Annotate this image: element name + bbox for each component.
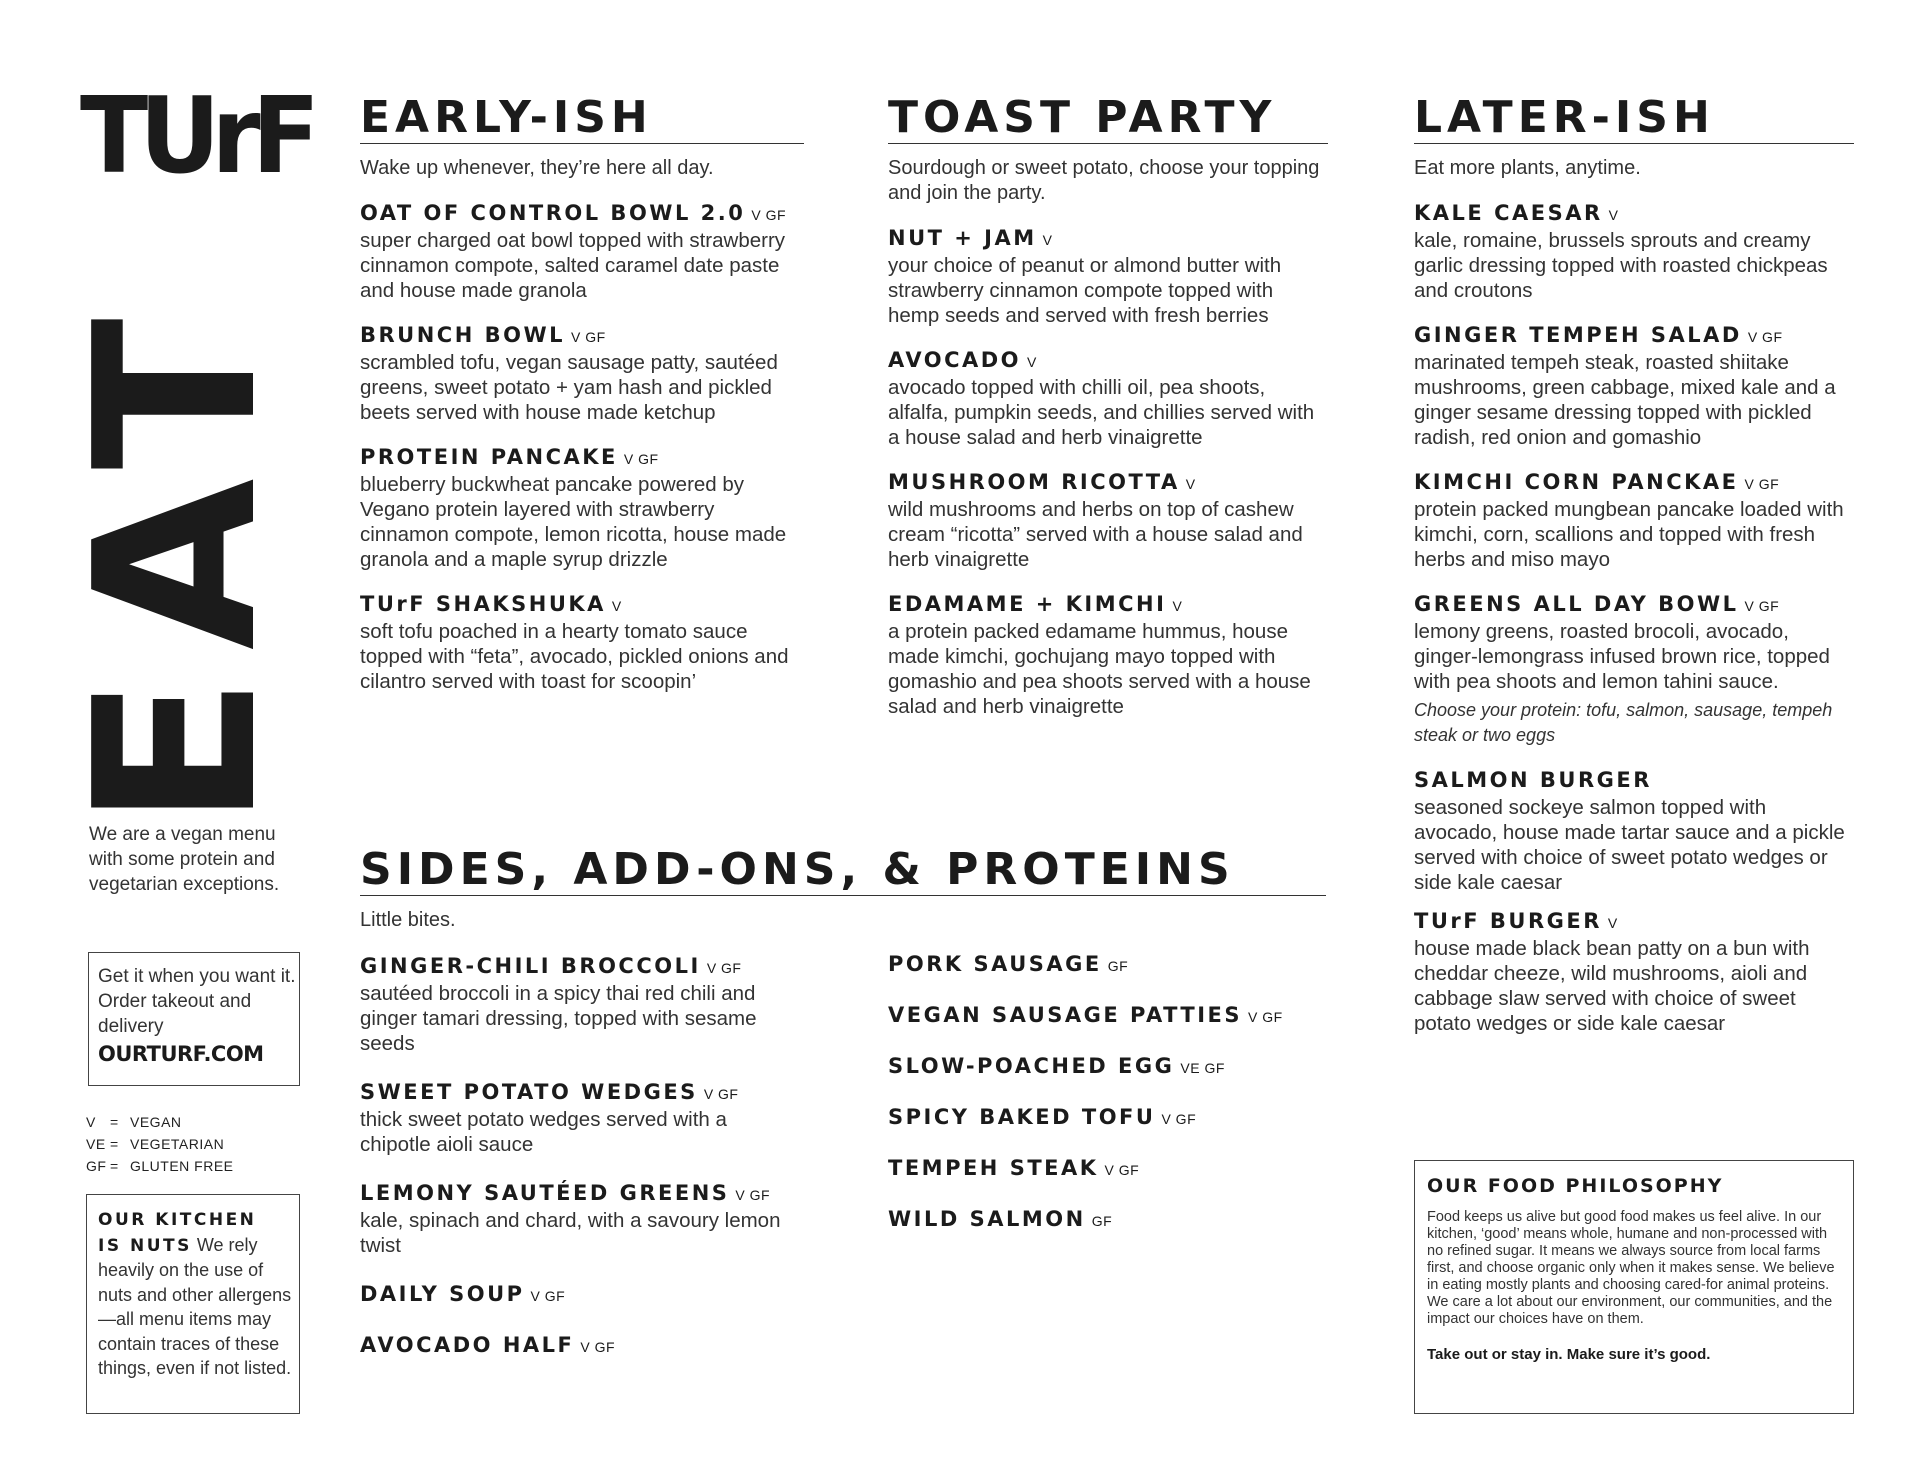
eat-vertical-wrap	[48, 292, 306, 828]
item-name	[360, 592, 804, 619]
menu-item	[360, 445, 804, 572]
legend-meaning: VEGAN	[130, 1114, 182, 1130]
item-description: sautéed broccoli in a spicy thai red chili and ginger tamari dressing, topped with sesame seeds	[360, 982, 757, 1055]
item-title: BRUNCH BOWL	[360, 323, 566, 347]
item-title: EDAMAME + KIMCHI	[888, 592, 1167, 616]
item-tags: VE GF	[1180, 1060, 1225, 1076]
section-toast	[888, 92, 1328, 719]
menu-item	[360, 954, 790, 1056]
item-name	[888, 592, 1328, 619]
nuts-text-wrap	[98, 1233, 299, 1381]
menu-item	[360, 1282, 790, 1309]
legend-row	[86, 1111, 234, 1133]
item-title: KALE CAESAR	[1414, 201, 1603, 225]
item-tags: V GF	[571, 329, 606, 345]
menu-item	[888, 1003, 1328, 1030]
item-tags: V GF	[1744, 476, 1780, 492]
philosophy-body: Food keeps us alive but good food makes us feel alive. In our kitchen, ‘good’ means whole, humane and non-processed with no refined sugar. It means we always source from local farms first, and choose organic only when it makes sense. We believe in eating mostly plants and choosing cared-for animal proteins. We care a lot about our environment, our communities, and the impact our choices have on them.	[1427, 1209, 1835, 1327]
item-name	[1414, 323, 1854, 350]
item-name	[888, 1105, 1328, 1132]
item-tags: V	[1042, 232, 1053, 248]
menu-item	[888, 1156, 1328, 1183]
item-tags: V	[1185, 476, 1196, 492]
section-subtitle: Sourdough or sweet potato, choose your topping and join the party.	[888, 157, 1320, 204]
menu-item	[360, 323, 804, 425]
item-name	[888, 1207, 1328, 1234]
menu-item	[888, 1054, 1328, 1081]
item-title: VEGAN SAUSAGE PATTIES	[888, 1003, 1243, 1027]
item-tags: V GF	[1248, 1009, 1283, 1025]
legend-equals: =	[110, 1136, 119, 1152]
item-description: marinated tempeh steak, roasted shiitake mushrooms, green cabbage, mixed kale and a ginger sesame dressing topped with pickled radish, red onion and gomashio	[1414, 351, 1836, 449]
item-title: AVOCADO HALF	[360, 1333, 575, 1357]
item-description: house made black bean patty on a bun with cheddar cheeze, wild mushrooms, aioli and cabbage slaw served with choice of sweet potato wedges or side kale caesar	[1414, 937, 1810, 1035]
menu-item	[360, 1181, 790, 1258]
item-tags: V GF	[1161, 1111, 1197, 1127]
menu-item	[1414, 470, 1854, 572]
item-title: DAILY SOUP	[360, 1282, 525, 1306]
menu-item	[1414, 909, 1854, 1036]
menu-item	[888, 1207, 1328, 1234]
legend-equals: =	[110, 1114, 119, 1130]
item-title: KIMCHI CORN PANCKAE	[1414, 470, 1739, 494]
legend-equals: =	[110, 1158, 119, 1174]
item-name	[360, 1181, 790, 1208]
sides-left-list	[360, 920, 790, 1360]
item-name	[360, 323, 804, 350]
item-description: protein packed mungbean pancake loaded with kimchi, corn, scallions and topped with fresh herbs and miso mayo	[1414, 498, 1844, 571]
menu-item	[360, 1080, 790, 1157]
item-name	[888, 1156, 1328, 1183]
item-title: WILD SALMON	[888, 1207, 1086, 1231]
nuts-title-line-1: OUR KITCHEN	[98, 1210, 257, 1230]
item-description: your choice of peanut or almond butter with strawberry cinnamon compote topped with hemp seeds and served with fresh berries	[888, 254, 1282, 327]
item-name	[888, 952, 1328, 979]
menu-item	[888, 952, 1328, 979]
item-name	[888, 348, 1328, 375]
item-name	[1414, 909, 1854, 936]
menu-item	[888, 348, 1328, 450]
menu-item	[1414, 201, 1854, 303]
menu-item	[1414, 768, 1854, 895]
section-title: LATER-ISH	[1414, 96, 1854, 144]
menu-item	[1414, 592, 1854, 748]
sides-right-list	[888, 952, 1328, 1234]
item-description: scrambled tofu, vegan sausage patty, sautéed greens, sweet potato + yam hash and pickled beets served with house made ketchup	[360, 351, 778, 424]
legend-row	[86, 1155, 234, 1177]
item-title: OAT OF CONTROL BOWL 2.0	[360, 201, 746, 225]
item-tags: GF	[1107, 958, 1129, 974]
nuts-warning-box	[86, 1194, 300, 1414]
menu-item	[360, 592, 804, 694]
item-name	[888, 470, 1328, 497]
item-title: SPICY BAKED TOFU	[888, 1105, 1156, 1129]
item-name	[360, 201, 804, 228]
item-name	[888, 1054, 1328, 1081]
legend-meaning: GLUTEN FREE	[130, 1158, 234, 1174]
item-description: kale, spinach and chard, with a savoury lemon twist	[360, 1209, 781, 1257]
item-tags: V GF	[735, 1187, 771, 1203]
order-box	[88, 952, 300, 1086]
eat-vertical-title: EAT	[48, 292, 306, 828]
philosophy-title: OUR FOOD PHILOSOPHY	[1427, 1175, 1724, 1197]
item-tags: GF	[1091, 1213, 1113, 1229]
section-early	[360, 92, 804, 694]
item-tags: V GF	[1747, 329, 1783, 345]
item-description: avocado topped with chilli oil, pea shoots, alfalfa, pumpkin seeds, and chillies served with a house salad and herb vinaigrette	[888, 376, 1315, 449]
item-name	[1414, 768, 1854, 795]
item-name	[1414, 470, 1854, 497]
item-description: lemony greens, roasted brocoli, avocado, ginger-lemongrass infused brown rice, topped with pea shoots and lemon tahini sauce.	[1414, 620, 1830, 693]
legend-code: VE	[86, 1136, 106, 1152]
menu-item	[888, 592, 1328, 719]
item-description: seasoned sockeye salmon topped with avocado, house made tartar sauce and a pickle served with choice of sweet potato wedges or side kale caesar	[1414, 796, 1845, 894]
item-title: SWEET POTATO WEDGES	[360, 1080, 698, 1104]
item-description: thick sweet potato wedges served with a chipotle aioli sauce	[360, 1108, 727, 1156]
section-title: EARLY-ISH	[360, 96, 804, 144]
item-title: TUrF BURGER	[1414, 909, 1602, 933]
turf-logo: TUrF	[80, 74, 312, 198]
item-title: AVOCADO	[888, 348, 1022, 372]
item-description: blueberry buckwheat pancake powered by Vegano protein layered with strawberry cinnamon compote, lemon ricotta, house made granola and a maple syrup drizzle	[360, 473, 787, 571]
order-text: Get it when you want it. Order takeout and delivery	[98, 966, 296, 1037]
item-name	[360, 1333, 790, 1360]
item-tags: V GF	[580, 1339, 616, 1355]
legend-meaning: VEGETARIAN	[130, 1136, 225, 1152]
item-title: TEMPEH STEAK	[888, 1156, 1099, 1180]
nuts-title-line-2: IS NUTS	[98, 1235, 192, 1256]
item-name	[888, 226, 1328, 253]
item-name	[888, 1003, 1328, 1030]
item-tags: V	[1027, 354, 1037, 370]
menu-item	[360, 201, 804, 303]
item-title: TUrF SHAKSHUKA	[360, 592, 606, 616]
section-later	[1414, 92, 1854, 1036]
legend-row	[86, 1133, 234, 1155]
item-title: GINGER-CHILI BROCCOLI	[360, 954, 701, 978]
section-title: SIDES, ADD-ONS, & PROTEINS	[360, 848, 1326, 896]
diet-legend	[86, 1111, 234, 1177]
menu-item	[888, 226, 1328, 328]
section-subtitle: Wake up whenever, they’re here all day.	[360, 157, 714, 179]
section-title: TOAST PARTY	[888, 96, 1328, 144]
item-title: PORK SAUSAGE	[888, 952, 1102, 976]
item-description: kale, romaine, brussels sprouts and creamy garlic dressing topped with roasted chickpeas and croutons	[1414, 229, 1828, 302]
item-description: super charged oat bowl topped with strawberry cinnamon compote, salted caramel date paste and house made granola	[360, 229, 786, 302]
item-title: NUT + JAM	[888, 226, 1037, 250]
item-tags: V GF	[751, 207, 787, 223]
item-name	[360, 445, 804, 472]
item-name	[360, 1282, 790, 1309]
order-link[interactable]: OURTURF.COM	[98, 1042, 264, 1066]
item-tags: V GF	[703, 1086, 739, 1102]
menu-item	[888, 470, 1328, 572]
legend-code: GF	[86, 1158, 107, 1174]
menu-item	[888, 1105, 1328, 1132]
menu-item	[360, 1333, 790, 1360]
item-name	[360, 1080, 790, 1107]
food-philosophy-box	[1414, 1160, 1854, 1414]
item-tags: V GF	[706, 960, 742, 976]
item-tags: V GF	[1744, 598, 1780, 614]
nuts-text: We rely heavily on the use of nuts and other allergens—all menu items may contain traces of these things, even if not listed.	[98, 1234, 292, 1378]
item-title: LEMONY SAUTÉED GREENS	[360, 1181, 730, 1205]
item-note: Choose your protein: tofu, salmon, sausage, tempeh steak or two eggs	[1414, 700, 1833, 745]
item-tags: V	[1607, 915, 1618, 931]
item-title: SALMON BURGER	[1414, 768, 1652, 792]
item-name	[360, 954, 790, 981]
item-name	[1414, 201, 1854, 228]
item-tags: V GF	[623, 451, 659, 467]
item-description: a protein packed edamame hummus, house made kimchi, gochujang mayo topped with gomashio and pea shoots served with a house salad and herb vinaigrette	[888, 620, 1311, 718]
section-subtitle: Little bites.	[360, 909, 456, 931]
item-tags: V	[611, 598, 622, 614]
item-tags: V	[1608, 207, 1619, 223]
item-title: GREENS ALL DAY BOWL	[1414, 592, 1739, 616]
item-description: wild mushrooms and herbs on top of cashew cream “ricotta” served with a house salad and herb vinaigrette	[888, 498, 1303, 571]
menu-item	[1414, 323, 1854, 450]
section-subtitle: Eat more plants, anytime.	[1414, 157, 1641, 179]
item-tags: V GF	[530, 1288, 566, 1304]
item-description: soft tofu poached in a hearty tomato sauce topped with “feta”, avocado, pickled onions and cilantro served with toast for scoopin’	[360, 620, 789, 693]
item-name	[1414, 592, 1854, 619]
item-tags: V GF	[1104, 1162, 1140, 1178]
item-title: MUSHROOM RICOTTA	[888, 470, 1180, 494]
item-title: PROTEIN PANCAKE	[360, 445, 618, 469]
philosophy-tagline: Take out or stay in. Make sure it’s good.	[1427, 1346, 1711, 1363]
item-title: GINGER TEMPEH SALAD	[1414, 323, 1742, 347]
item-tags: V	[1172, 598, 1183, 614]
legend-code: V	[86, 1114, 96, 1130]
vegan-intro: We are a vegan menu with some protein and vegetarian exceptions.	[89, 824, 280, 895]
item-title: SLOW-POACHED EGG	[888, 1054, 1175, 1078]
